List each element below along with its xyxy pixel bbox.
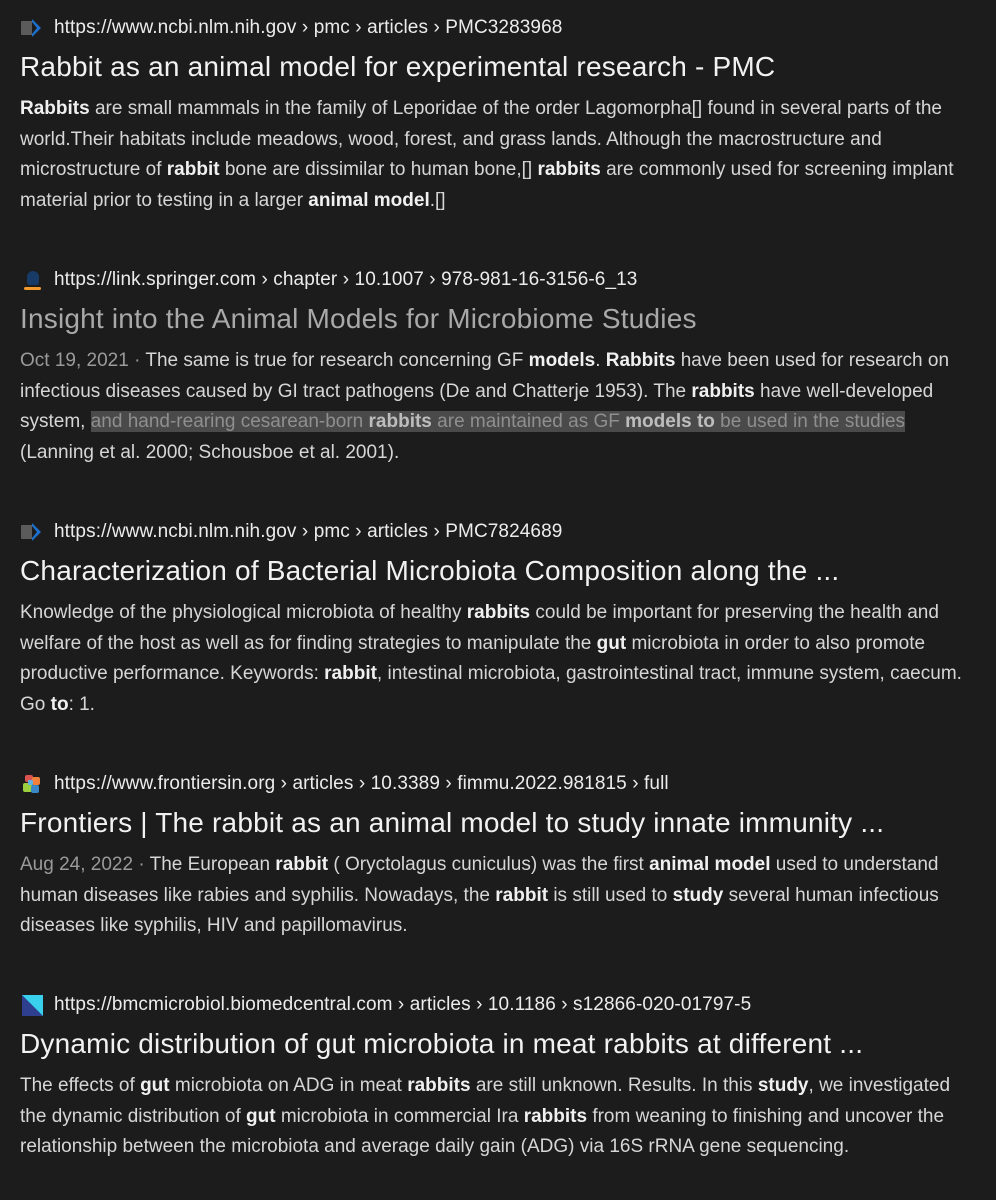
date-separator: · <box>133 854 150 875</box>
result-url-row[interactable] <box>20 993 751 1017</box>
springer-icon <box>20 270 46 290</box>
ncbi-icon <box>20 18 46 38</box>
result-snippet: Aug 24, 2022 · The European rabbit ( Oryctolagus cuniculus) was the first animal model used to understand human diseases like rabies and syphilis. Nowadays, the rabbit is still used to study several human infectious diseases like syphilis, HIV and papillomavirus. <box>20 854 939 936</box>
result-url[interactable]: https://link.springer.com › chapter › 10.1007 › 978-981-16-3156-6_13 <box>54 269 638 290</box>
result-title-link[interactable]: Insight into the Animal Models for Microbiome Studies <box>20 303 697 334</box>
result-title-link[interactable]: Frontiers | The rabbit as an animal model to study innate immunity ... <box>20 807 885 838</box>
result-url-row[interactable] <box>20 268 637 292</box>
result-title-link[interactable]: Dynamic distribution of gut microbiota in meat rabbits at different ... <box>20 1028 864 1059</box>
result-snippet: The effects of gut microbiota on ADG in meat rabbits are still unknown. Results. In this study, we investigated the dynamic distribution of gut microbiota in commercial Ira rabbits from weaning to finishing and uncover the relationship between the microbiota and average daily gain (ADG) via 16S rRNA gene sequencing. <box>20 1075 951 1157</box>
result-date: Oct 19, 2021 <box>20 350 129 371</box>
result-url-row[interactable] <box>20 520 562 544</box>
bmc-icon <box>20 995 46 1015</box>
result-snippet: Rabbits are small mammals in the family of Leporidae of the order Lagomorpha[] found in several parts of the world.Their habitats include meadows, wood, forest, and grass lands. Although the macrostructure and microstructure of rabbit bone are dissimilar to human bone,[] rabbits are commonly used for screening implant material prior to testing in a larger animal model.[] <box>20 98 954 211</box>
result-url[interactable]: https://www.frontiersin.org › articles › 10.3389 › fimmu.2022.981815 › full <box>54 773 669 794</box>
result-url-row[interactable] <box>20 16 562 40</box>
result-title-link[interactable]: Rabbit as an animal model for experimental research - PMC <box>20 51 776 82</box>
result-date: Aug 24, 2022 <box>20 854 134 875</box>
result-snippet: Knowledge of the physiological microbiota of healthy rabbits could be important for preserving the health and welfare of the host as well as for finding strategies to manipulate the gut microbiota in order to also promote productive performance. Keywords: rabbit, intestinal microbiota, gastrointestinal tract, immune system, caecum. Go to: 1. <box>20 602 962 715</box>
frontiers-icon <box>20 774 46 794</box>
result-url[interactable]: https://bmcmicrobiol.biomedcentral.com › articles › 10.1186 › s12866-020-01797-5 <box>54 994 752 1015</box>
result-url[interactable]: https://www.ncbi.nlm.nih.gov › pmc › articles › PMC3283968 <box>54 17 563 38</box>
result-snippet: Oct 19, 2021 · The same is true for research concerning GF models. Rabbits have been used for research on infectious diseases caused by GI tract pathogens (De and Chatterje 1953). The rabbits have well-developed system, and hand-rearing cesarean-born rabbits are maintained as GF models to be used in the studies (Lanning et al. 2000; Schousboe et al. 2001). <box>20 350 950 463</box>
result-title-link[interactable]: Characterization of Bacterial Microbiota Composition along the ... <box>20 555 840 586</box>
result-url-row[interactable] <box>20 772 669 796</box>
date-separator: · <box>128 350 146 371</box>
result-url[interactable]: https://www.ncbi.nlm.nih.gov › pmc › articles › PMC7824689 <box>54 521 563 542</box>
ncbi-icon <box>20 522 46 542</box>
